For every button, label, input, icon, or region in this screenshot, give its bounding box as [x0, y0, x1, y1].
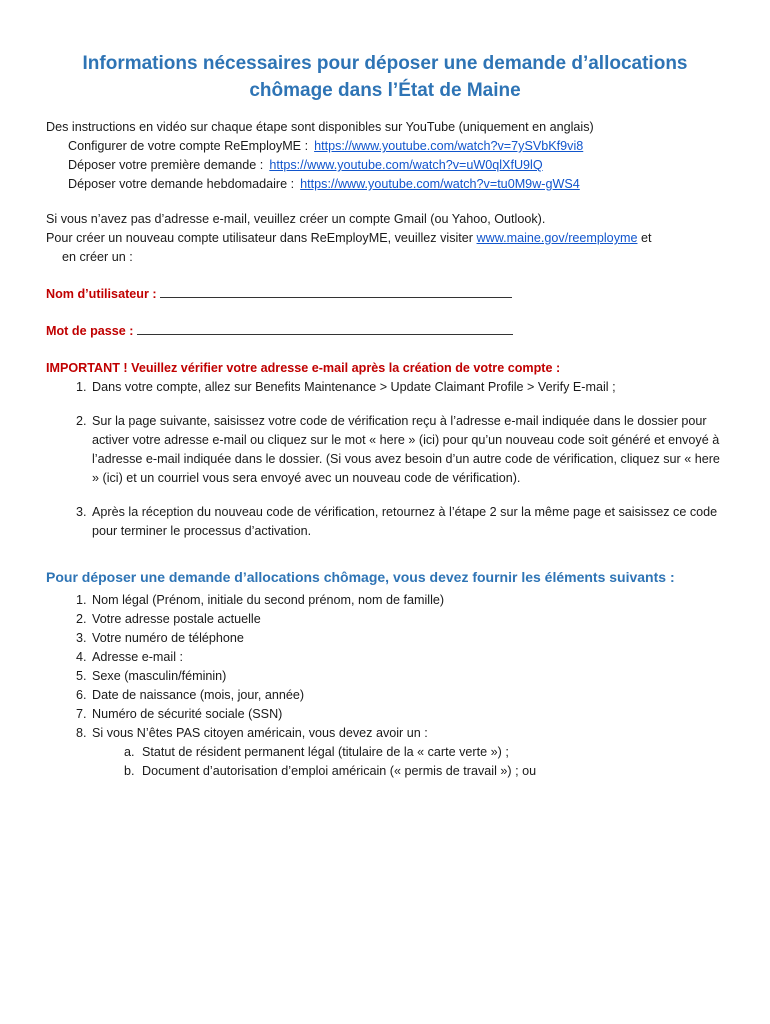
list-item: 4. Adresse e-mail : — [90, 648, 724, 667]
list-item: 2. Votre adresse postale actuelle — [90, 610, 724, 629]
list-item: 1. Dans votre compte, allez sur Benefits Maintenance > Update Claimant Profile > Verify E-mail ; — [90, 378, 724, 397]
non-citizen-sublist — [92, 743, 724, 781]
email-instructions — [46, 210, 724, 267]
page-title: Informations nécessaires pour déposer une demande d’allocations chômage dans l’État de Maine — [82, 53, 688, 101]
list-item: 6. Date de naissance (mois, jour, année) — [90, 686, 724, 705]
email-line-3: en créer un : — [62, 250, 133, 264]
list-item: 7. Numéro de sécurité sociale (SSN) — [90, 705, 724, 724]
video-link-setup[interactable]: https://www.youtube.com/watch?v=7ySVbKf9vi8 — [314, 139, 584, 153]
password-field — [46, 322, 724, 341]
video-intro-text: Des instructions en vidéo sur chaque étape sont disponibles sur YouTube (uniquement en anglais) — [46, 120, 594, 134]
important-heading: IMPORTANT ! Veuillez vérifier votre adresse e-mail après la création de votre compte : — [46, 361, 561, 375]
sub-list-item: a. Statut de résident permanent légal (titulaire de la « carte verte ») ; — [138, 743, 724, 762]
password-blank-line[interactable] — [137, 322, 513, 335]
list-item: 3. Après la réception du nouveau code de vérification, retournez à l’étape 2 sur la même page et saisissez ce code pour terminer le processus d’activation. — [90, 503, 724, 541]
video-link-first-claim[interactable]: https://www.youtube.com/watch?v=uW0qlXfU9lQ — [269, 158, 543, 172]
verification-steps — [46, 378, 724, 541]
email-line-1: Si vous n’avez pas d’adresse e-mail, veuillez créer un compte Gmail (ou Yahoo, Outlook). — [46, 212, 546, 226]
email-line-2: Pour créer un nouveau compte utilisateur dans ReEmployME, veuillez visiter www.maine.gov/reemployme et — [46, 231, 652, 245]
video-label: Configurer de votre compte ReEmployME : — [68, 139, 309, 153]
video-link-weekly-claim[interactable]: https://www.youtube.com/watch?v=tu0M9w-gWS4 — [300, 177, 580, 191]
video-label: Déposer votre première demande : — [68, 158, 264, 172]
video-label: Déposer votre demande hebdomadaire : — [68, 177, 295, 191]
video-row-weekly-claim — [46, 175, 724, 194]
video-row-setup — [46, 137, 724, 156]
video-row-first-claim — [46, 156, 724, 175]
list-item: 1. Nom légal (Prénom, initiale du second prénom, nom de famille) — [90, 591, 724, 610]
list-item: 8. Si vous N’êtes PAS citoyen américain, vous devez avoir un : a. Statut de résident permanent légal (titulaire de la « carte verte ») ; b. Document d’autorisation d’emploi américain (« permis de travail ») ; ou — [90, 724, 724, 781]
username-label: Nom d’utilisateur : — [46, 287, 157, 301]
requirements-list — [46, 591, 724, 781]
username-blank-line[interactable] — [160, 285, 512, 298]
video-instructions — [46, 118, 724, 194]
sub-list-item: b. Document d’autorisation d’emploi américain (« permis de travail ») ; ou — [138, 762, 724, 781]
list-item: 2. Sur la page suivante, saisissez votre code de vérification reçu à l’adresse e-mail indiquée dans le dossier pour activer votre adresse e-mail ou cliquez sur le mot « here » (ici) pour qu’un nouveau code soit généré et envoyé à l’adresse e-mail indiquée dans le dossier. (Si vous avez besoin d’un autre code de vérification, cliquez sur « here » (ici) et un courriel vous sera envoyé avec un nouveau code de vérification). — [90, 412, 724, 488]
reemployme-link[interactable]: www.maine.gov/reemployme — [476, 231, 638, 245]
username-field — [46, 285, 724, 304]
list-item: 3. Votre numéro de téléphone — [90, 629, 724, 648]
list-item: 5. Sexe (masculin/féminin) — [90, 667, 724, 686]
password-label: Mot de passe : — [46, 324, 134, 338]
requirements-heading: Pour déposer une demande d’allocations chômage, vous devez fournir les éléments suivants : — [46, 569, 675, 585]
